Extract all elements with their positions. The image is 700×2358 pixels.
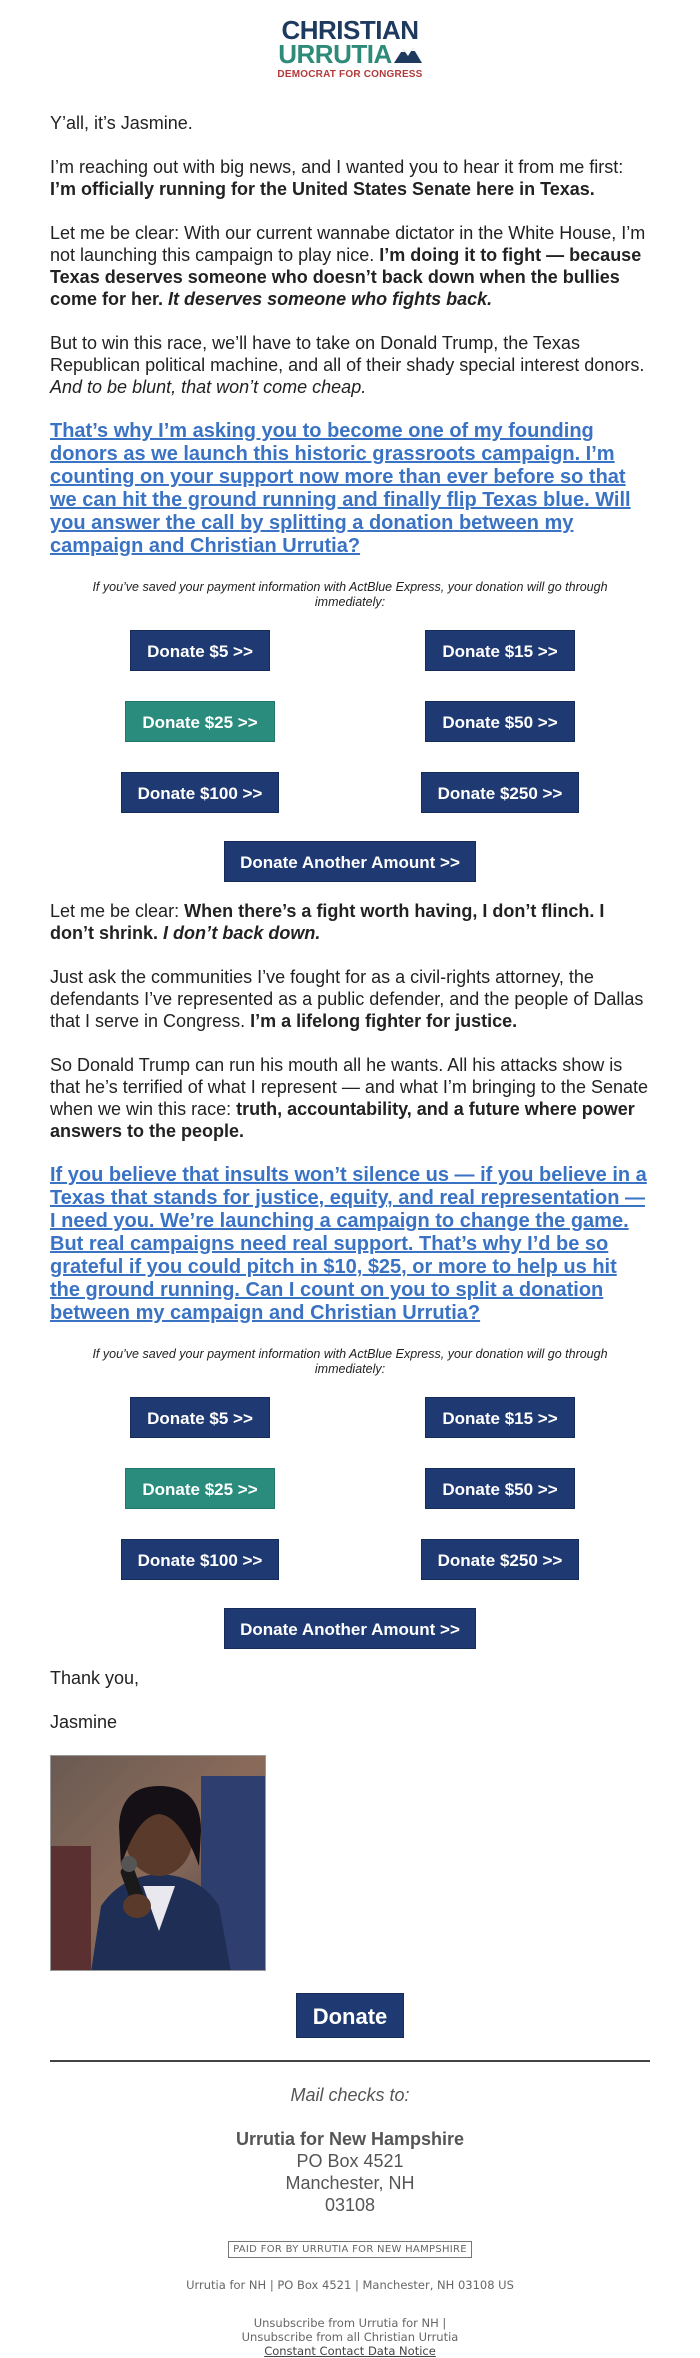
donate-15-button[interactable]: Donate $15 >>: [425, 1397, 574, 1438]
donate-250-button[interactable]: Donate $250 >>: [421, 1539, 580, 1580]
donate-another-amount-button[interactable]: Donate Another Amount >>: [224, 841, 476, 882]
donate-another-amount-button[interactable]: Donate Another Amount >>: [224, 1608, 476, 1649]
logo-line1: CHRISTIAN: [281, 15, 419, 45]
footer-address: Urrutia for NH | PO Box 4521 | Manchester, NH 03108 US: [186, 2278, 514, 2292]
mail-org: Urrutia for New Hampshire: [235, 2129, 465, 2149]
mail-checks-section: [50, 2084, 650, 2216]
split-donation-link[interactable]: If you believe that insults won’t silence us — if you believe in a Texas that stands for justice, equity, and real representation — I need you. We’re launching a campaign to change the game. But real campaigns need real support. That’s why I’d be so grateful if you could pitch in $10, $25, or more to help us hit the ground running. Can I count on you to split a donation between my campaign and Christian Urrutia?: [50, 1164, 647, 1324]
mail-line2: Manchester, NH: [285, 2173, 415, 2193]
unsubscribe-org-link[interactable]: Unsubscribe from Urrutia for NH |: [253, 2316, 447, 2330]
signature: Jasmine: [50, 1712, 118, 1732]
logo-line2: URRUTIA: [278, 39, 392, 69]
donate-25-button[interactable]: Donate $25 >>: [125, 1468, 274, 1509]
logo-line2-row: [278, 39, 422, 69]
actblue-note: If you’ve saved your payment information with ActBlue Express, your donation will go through immediately:: [92, 580, 608, 609]
text: I’m reaching out with big news, and I wanted you to hear it from me first:: [50, 157, 624, 177]
text: Let me be clear:: [50, 901, 185, 921]
greeting: Y’all, it’s Jasmine.: [50, 113, 193, 133]
text: Just ask the communities I’ve fought for as a civil-rights attorney, the defendants I’ve represented as a public defender, and the people of Dallas that I serve in Congress.: [50, 967, 644, 1031]
italic-text: And to be blunt, that won’t come cheap.: [50, 377, 367, 397]
candidate-photo: [50, 1755, 266, 1971]
candidate-photo-image: [51, 1756, 266, 1971]
text: Let me be clear: With our current wannabe dictator in the White House, I’m not launching this campaign to play nice.: [50, 223, 646, 265]
bold-text: I’m doing it to fight — because Texas deserves someone who doesn’t back down when the bullies come for her.: [50, 245, 642, 309]
bold-italic-text: I don’t back down.: [163, 923, 321, 943]
text: So Donald Trump can run his mouth all he wants. All his attacks show is that he’s terrified of what I represent — and what I’m bringing to the Senate when we win this race:: [50, 1055, 649, 1119]
donate-25-button[interactable]: Donate $25 >>: [125, 701, 274, 742]
paragraph-fight: [50, 222, 650, 310]
paid-for-by-box: PAID FOR BY URRUTIA FOR NEW HAMPSHIRE: [228, 2241, 472, 2258]
bold-text: truth, accountability, and a future where power answers to the people.: [50, 1099, 635, 1141]
bold-text: When there’s a fight worth having, I don’t flinch. I don’t shrink.: [50, 901, 605, 943]
donate-250-button[interactable]: Donate $250 >>: [421, 772, 580, 813]
donate-grid-1: [50, 630, 650, 813]
donate-5-button[interactable]: Donate $5 >>: [130, 630, 270, 671]
donate-100-button[interactable]: Donate $100 >>: [121, 772, 280, 813]
unsubscribe-block: [50, 2316, 650, 2358]
bold-text: I’m a lifelong fighter for justice.: [250, 1011, 518, 1031]
paragraph-communities: [50, 966, 650, 1032]
text: But to win this race, we’ll have to take on Donald Trump, the Texas Republican political machine, and all of their shady special interest donors.: [50, 333, 645, 375]
sign-off: Thank you,: [50, 1668, 140, 1688]
donate-100-button[interactable]: Donate $100 >>: [121, 1539, 280, 1580]
donate-15-button[interactable]: Donate $15 >>: [425, 630, 574, 671]
unsubscribe-all-link[interactable]: Unsubscribe from all Christian Urrutia: [241, 2330, 459, 2344]
divider: [50, 2060, 650, 2062]
donate-grid-2: [50, 1397, 650, 1580]
donate-button[interactable]: Donate: [296, 1993, 405, 2038]
mail-line3: 03108: [324, 2195, 376, 2215]
paragraph-opponents: [50, 332, 650, 398]
donate-50-button[interactable]: Donate $50 >>: [425, 701, 574, 742]
mail-line1: PO Box 4521: [296, 2151, 404, 2171]
footer: [50, 2216, 650, 2358]
mountain-icon: [394, 45, 422, 63]
paragraph-clear: [50, 900, 650, 944]
bold-italic-text: It deserves someone who fights back.: [168, 289, 493, 309]
donate-5-button[interactable]: Donate $5 >>: [130, 1397, 270, 1438]
actblue-note: If you’ve saved your payment information with ActBlue Express, your donation will go through immediately:: [92, 1347, 608, 1376]
donate-50-button[interactable]: Donate $50 >>: [425, 1468, 574, 1509]
founding-donor-link[interactable]: That’s why I’m asking you to become one of my founding donors as we launch this historic grassroots campaign. I’m counting on your support now more than ever before so that we can hit the ground running and finally flip Texas blue. Will you answer the call by splitting a donation between my campaign and Christian Urrutia?: [50, 420, 631, 557]
campaign-logo: [50, 0, 650, 112]
mail-label: Mail checks to:: [290, 2085, 410, 2105]
bold-text: I’m officially running for the United States Senate here in Texas.: [50, 179, 595, 199]
logo-tagline: DEMOCRAT FOR CONGRESS: [277, 69, 423, 80]
paragraph-announcement: [50, 156, 650, 200]
paragraph-trump: [50, 1054, 650, 1142]
constant-contact-notice-link[interactable]: Constant Contact Data Notice: [264, 2344, 436, 2358]
